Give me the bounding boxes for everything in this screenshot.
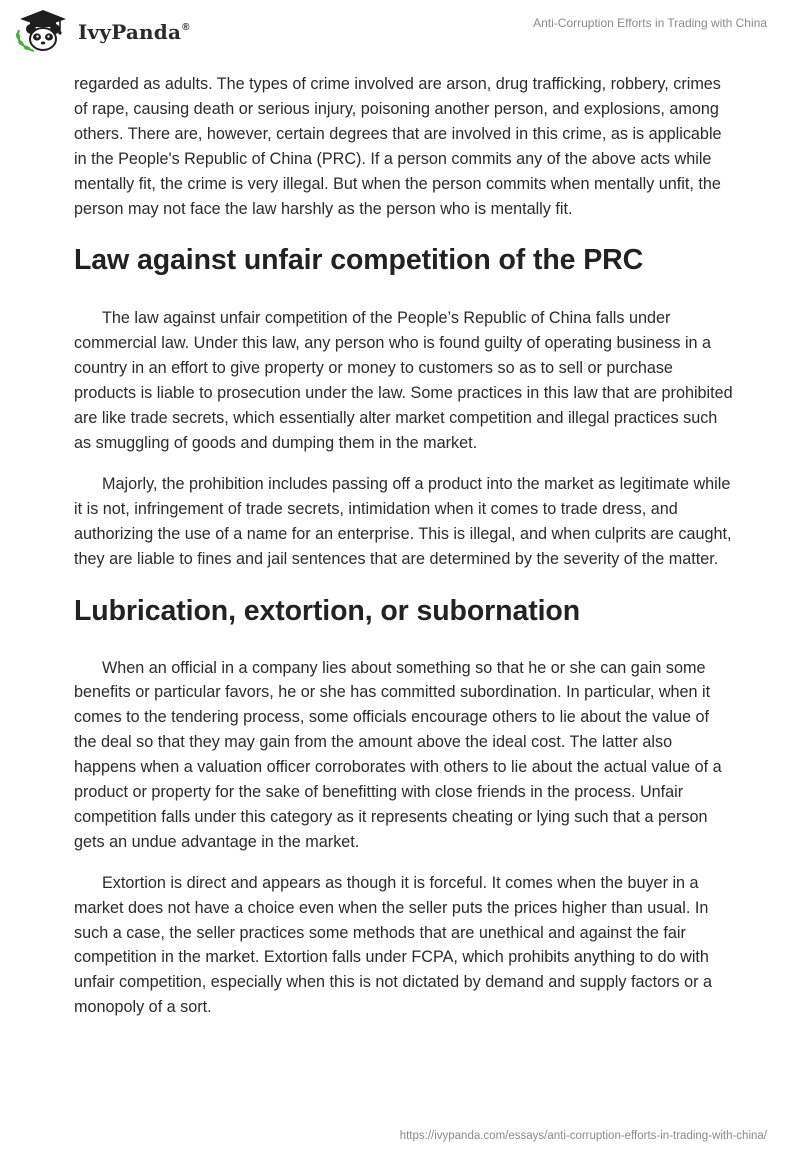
section-heading-lubrication-extortion: Lubrication, extortion, or subornation <box>74 594 581 627</box>
document-title: Anti-Corruption Efforts in Trading with China <box>533 16 767 30</box>
registered-mark: ® <box>182 22 190 33</box>
paragraph: Extortion is direct and appears as though it is forceful. It comes when the buyer in a market does not have a choice even when the seller puts the prices higher than usual. In such a case, the seller practices some methods that are unethical and against the fair competition in the market. Extortion falls under FCPA, which prohibits anything to do with unfair competition, especially when this is not dictated by demand and supply factors or a monopoly of a sort. <box>74 873 712 1017</box>
page-header <box>0 0 800 60</box>
paragraph: The law against unfair competition of the People’s Republic of China falls under commercial law. Under this law, any person who is found guilty of operating business in a country in an effort to give property or money to customers so as to sell or purchase products is liable to prosecution under the law. Some practices in this law that are prohibited are like trade secrets, which essentially alter market competition and illegal practices such as smuggling of goods and dumping them in the market. <box>74 309 733 452</box>
section-heading-unfair-competition-law: Law against unfair competition of the PRC <box>74 244 644 277</box>
essay-content <box>74 72 734 1020</box>
paragraph: Majorly, the prohibition includes passing off a product into the market as legitimate while it is not, infringement of trade secrets, intimidation when it comes to trade dress, and authorizing the use of a name for an enterprise. This is illegal, and when culprits are caught, they are liable to fines and jail sentences that are determined by the severity of the matter. <box>74 474 732 568</box>
source-url[interactable]: https://ivypanda.com/essays/anti-corruption-efforts-in-trading-with-china/ <box>399 1130 767 1142</box>
brand-name: IvyPanda® <box>78 20 190 44</box>
intro-paragraph: regarded as adults. The types of crime involved are arson, drug trafficking, robbery, crimes of rape, causing death or serious injury, poisoning another person, and explosions, among others. There are, however, certain degrees that are involved in this crime, as is applicable in the People's Republic of China (PRC). If a person commits any of the above acts while mentally fit, the crime is very illegal. But when the person commits when mentally unfit, the person may not face the law harshly as the person who is mentally fit. <box>74 75 722 218</box>
panda-graduate-icon <box>14 8 72 54</box>
ivypanda-logo[interactable] <box>14 8 190 54</box>
paragraph: When an official in a company lies about something so that he or she can gain some benefits or particular favors, he or she has committed subordination. In particular, when it comes to the tendering process, some officials encourage others to lie about the value of the deal so that they may gain from the amount above the ideal cost. The latter also happens when a valuation officer corroborates with others to lie about the actual value of a product or property for the sake of benefitting with close friends in the process. Unfair competition falls under this category as it represents cheating or lying such that a person gets an undue advantage in the market. <box>74 658 722 851</box>
